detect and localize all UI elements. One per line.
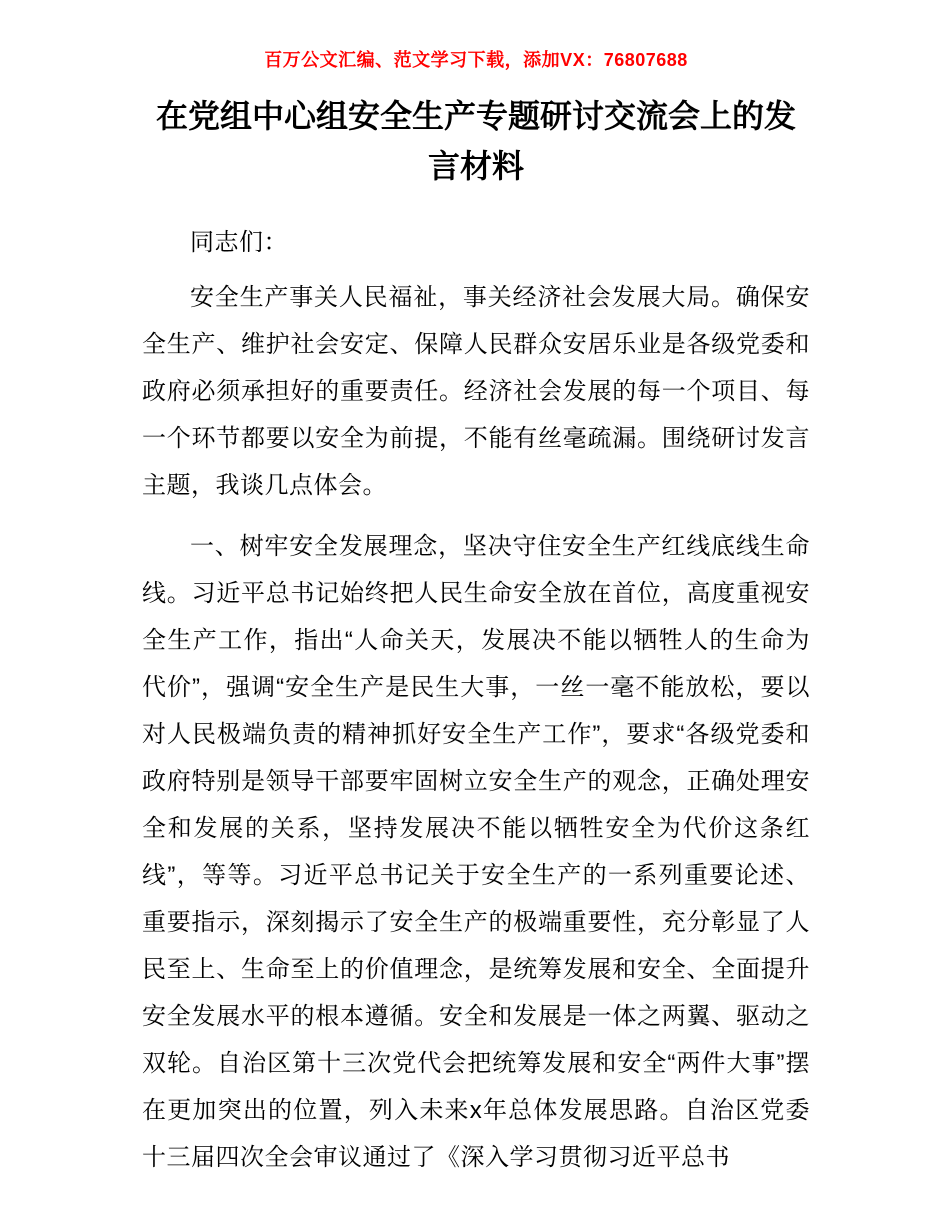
paragraph-section-1: 一、树牢安全发展理念，坚决守住安全生产红线底线生命线。习近平总书记始终把人民生命安全放在首位，高度重视安全生产工作，指出“人命关天，发展决不能以牺牲人的生命为代价”，强调“安全生产是民生大事，一丝一毫不能放松，要以对人民极端负责的精神抓好安全生产工作”，要求“各级党委和政府特别是领导干部要牢固树立安全生产的观念，正确处理安全和发展的关系，坚持发展决不能以牺牲安全为代价这条红线”，等等。习近平总书记关于安全生产的一系列重要论述、重要指示，深刻揭示了安全生产的极端重要性，充分彰显了人民至上、生命至上的价值理念，是统筹发展和安全、全面提升安全发展水平的根本遵循。安全和发展是一体之两翼、驱动之双轮。自治区第十三次党代会把统筹发展和安全“两件大事”摆在更加突出的位置，列入未来x年总体发展思路。自治区党委十三届四次全会审议通过了《深入学习贯彻习近平总书 <box>142 533 810 1172</box>
document-title: 在党组中心组安全生产专题研讨交流会上的发言材料 <box>155 98 796 184</box>
promo-notice: 百万公文汇编、范文学习下载，添加VX：76807688 <box>264 50 688 70</box>
paragraph-salutation: 同志们： <box>190 229 288 257</box>
paragraph-intro: 安全生产事关人民福祉，事关经济社会发展大局。确保安全生产、维护社会安定、保障人民群众安居乐业是各级党委和政府必须承担好的重要责任。经济社会发展的每一个项目、每一个环节都要以安全为前提，不能有丝毫疏漏。围绕研讨发言主题，我谈几点体会。 <box>142 284 810 500</box>
